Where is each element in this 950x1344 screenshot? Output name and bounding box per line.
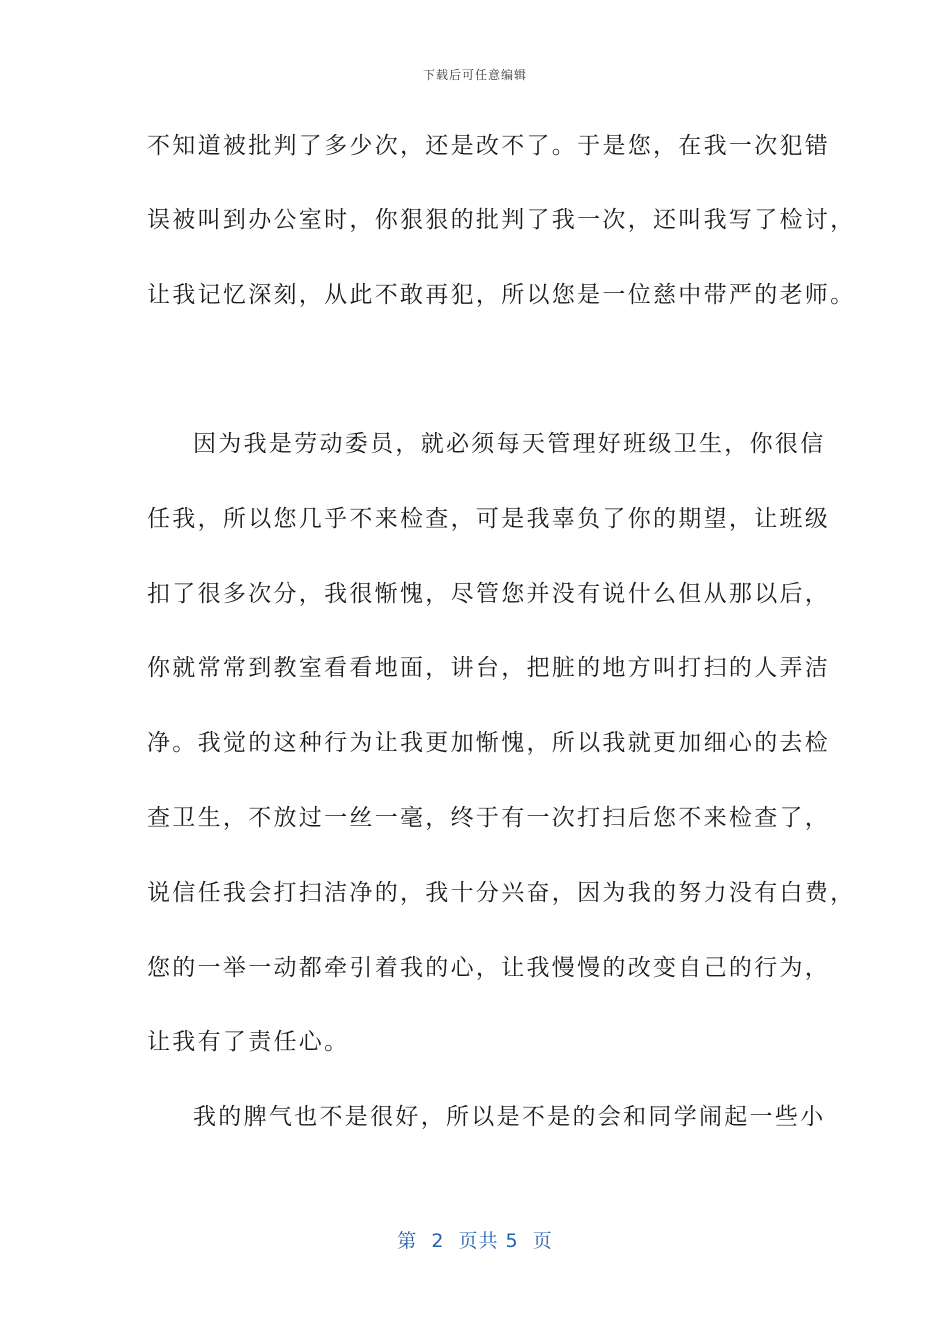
text-line: 因为我是劳动委员，就必须每天管理好班级卫生，你很信 [193, 431, 826, 457]
text-line: 任我，所以您几乎不来检查，可是我辜负了你的期望，让班级 [147, 506, 831, 532]
text-line: 净。我觉的这种行为让我更加惭愧，所以我就更加细心的去检 [147, 730, 831, 756]
text-line: 你就常常到教室看看地面，讲台，把脏的地方叫打扫的人弄洁 [147, 655, 831, 681]
text-line: 查卫生，不放过一丝一毫，终于有一次打扫后您不来检查了， [147, 805, 831, 831]
page-number-footer: 第 2 页共 5 页 [397, 1230, 553, 1252]
text-line: 您的一举一动都牵引着我的心，让我慢慢的改变自己的行为， [147, 955, 831, 981]
text-line: 误被叫到办公室时，你狠狠的批判了我一次，还叫我写了检讨， [147, 207, 856, 233]
text-line: 我的脾气也不是很好，所以是不是的会和同学闹起一些小 [193, 1104, 826, 1130]
page-header: 下载后可任意编辑 [422, 68, 527, 82]
text-line: 让我记忆深刻，从此不敢再犯，所以您是一位慈中带严的老师。 [147, 282, 856, 308]
text-line: 扣了很多次分，我很惭愧，尽管您并没有说什么但从那以后， [147, 581, 831, 607]
text-line: 让我有了责任心。 [147, 1029, 350, 1055]
text-line: 说信任我会打扫洁净的，我十分兴奋，因为我的努力没有白费， [147, 880, 856, 906]
text-line: 不知道被批判了多少次，还是改不了。于是您，在我一次犯错 [147, 133, 831, 159]
